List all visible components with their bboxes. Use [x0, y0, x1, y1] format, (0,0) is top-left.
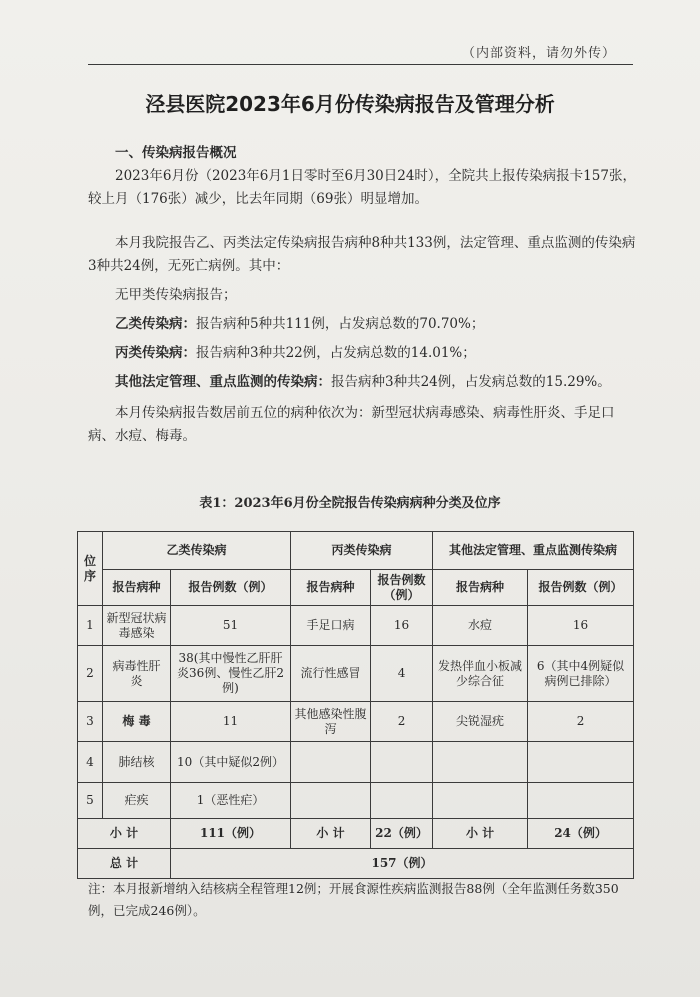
other-disease — [433, 742, 528, 783]
table-group-header-row — [78, 532, 634, 570]
class-c-disease — [291, 783, 371, 819]
col-header-disease: 报告病种 — [433, 570, 528, 606]
class-b-count: 10（其中疑似2例） — [171, 742, 291, 783]
other-text: 报告病种3种共24例，占发病总数的15.29%。 — [331, 374, 611, 390]
other-count: 6（其中4例疑似病例已排除） — [528, 646, 634, 702]
class-c-label: 丙类传染病： — [115, 345, 196, 361]
paragraph-class-c — [88, 342, 636, 365]
col-header-count: 报告例数（例） — [171, 570, 291, 606]
paragraph-summary: 2023年6月份（2023年6月1日零时至6月30日24时），全院共上报传染病报卡157张，较上月（176张）减少，比去年同期（69张）明显增加。 — [88, 168, 636, 207]
rank-cell: 4 — [78, 742, 103, 783]
group-header-other: 其他法定管理、重点监测传染病 — [433, 532, 634, 570]
subtotal-class-b: 111（例） — [171, 819, 291, 849]
confidential-label: （内部资料，请勿外传） — [461, 46, 616, 61]
section-report-overview — [88, 142, 636, 211]
table-row — [78, 783, 634, 819]
paragraph-other-monitored — [88, 371, 636, 394]
total-label: 总 计 — [78, 849, 171, 879]
rank-cell: 3 — [78, 702, 103, 742]
class-b-count: 11 — [171, 702, 291, 742]
rank-cell: 2 — [78, 646, 103, 702]
subtotal-row — [78, 819, 634, 849]
col-header-disease: 报告病种 — [103, 570, 171, 606]
other-disease: 发热伴血小板减少综合征 — [433, 646, 528, 702]
other-count — [528, 742, 634, 783]
subtotal-label: 小 计 — [291, 819, 371, 849]
paragraph-class-a: 无甲类传染病报告； — [115, 287, 237, 303]
class-b-disease: 肺结核 — [103, 742, 171, 783]
class-c-text: 报告病种3种共22例，占发病总数的14.01%； — [196, 345, 476, 361]
class-b-disease: 病毒性肝 炎 — [103, 646, 171, 702]
other-count — [528, 783, 634, 819]
class-c-disease: 手足口病 — [291, 606, 371, 646]
other-count: 16 — [528, 606, 634, 646]
paragraph-class-b — [88, 313, 636, 336]
table-row — [78, 702, 634, 742]
other-disease: 尖锐湿疣 — [433, 702, 528, 742]
group-header-class-c: 丙类传染病 — [291, 532, 433, 570]
table-column-header-row — [78, 570, 634, 606]
class-c-count: 16 — [371, 606, 433, 646]
table-row — [78, 606, 634, 646]
paragraph-category-totals: 本月我院报告乙、丙类法定传染病报告病种8种共133例，法定管理、重点监测的传染病3种共24例，无死亡病例。其中： — [88, 235, 636, 274]
group-header-class-b: 乙类传染病 — [103, 532, 291, 570]
class-b-count: 38(其中慢性乙肝肝炎36例、慢性乙肝2例) — [171, 646, 291, 702]
disease-classification-table — [77, 531, 634, 879]
paragraph-top-five: 本月传染病报告数居前五位的病种依次为：新型冠状病毒感染、病毒性肝炎、手足口病、水痘、梅毒。 — [88, 405, 615, 444]
class-c-disease: 流行性感冒 — [291, 646, 371, 702]
table-row — [78, 742, 634, 783]
subtotal-label: 小 计 — [433, 819, 528, 849]
class-b-disease: 梅 毒 — [103, 702, 171, 742]
subtotal-class-c: 22（例） — [371, 819, 433, 849]
subtotal-label: 小 计 — [78, 819, 171, 849]
class-c-count: 4 — [371, 646, 433, 702]
header-rule — [88, 64, 633, 65]
other-disease: 水痘 — [433, 606, 528, 646]
other-disease — [433, 783, 528, 819]
table-note: 注：本月报新增纳入结核病全程管理12例；开展食源性疾病监测报告88例（全年监测任务数350例，已完成246例）。 — [88, 881, 619, 918]
col-header-count: 报告例数（例） — [528, 570, 634, 606]
class-b-text: 报告病种5种共111例，占发病总数的70.70%； — [196, 316, 485, 332]
class-c-count — [371, 783, 433, 819]
col-header-disease: 报告病种 — [291, 570, 371, 606]
section-class-breakdown — [88, 232, 636, 448]
col-header-count: 报告例数（例） — [371, 570, 433, 606]
section-heading: 一、传染病报告概况 — [115, 145, 237, 161]
rank-cell: 5 — [78, 783, 103, 819]
subtotal-other: 24（例） — [528, 819, 634, 849]
class-b-disease: 疟疾 — [103, 783, 171, 819]
class-b-count: 51 — [171, 606, 291, 646]
table-row — [78, 646, 634, 702]
rank-cell: 1 — [78, 606, 103, 646]
class-c-count: 2 — [371, 702, 433, 742]
document-title: 泾县医院2023年6月份传染病报告及管理分析 — [145, 92, 555, 116]
class-c-disease — [291, 742, 371, 783]
class-c-disease: 其他感染性腹泻 — [291, 702, 371, 742]
total-row — [78, 849, 634, 879]
class-b-label: 乙类传染病： — [115, 316, 196, 332]
other-count: 2 — [528, 702, 634, 742]
other-label: 其他法定管理、重点监测的传染病： — [115, 374, 331, 390]
class-b-count: 1（恶性疟） — [171, 783, 291, 819]
total-value: 157（例） — [171, 849, 634, 879]
table-caption: 表1：2023年6月份全院报告传染病病种分类及位序 — [199, 496, 501, 511]
rank-header: 位序 — [78, 532, 103, 606]
class-b-disease: 新型冠状病毒感染 — [103, 606, 171, 646]
class-c-count — [371, 742, 433, 783]
